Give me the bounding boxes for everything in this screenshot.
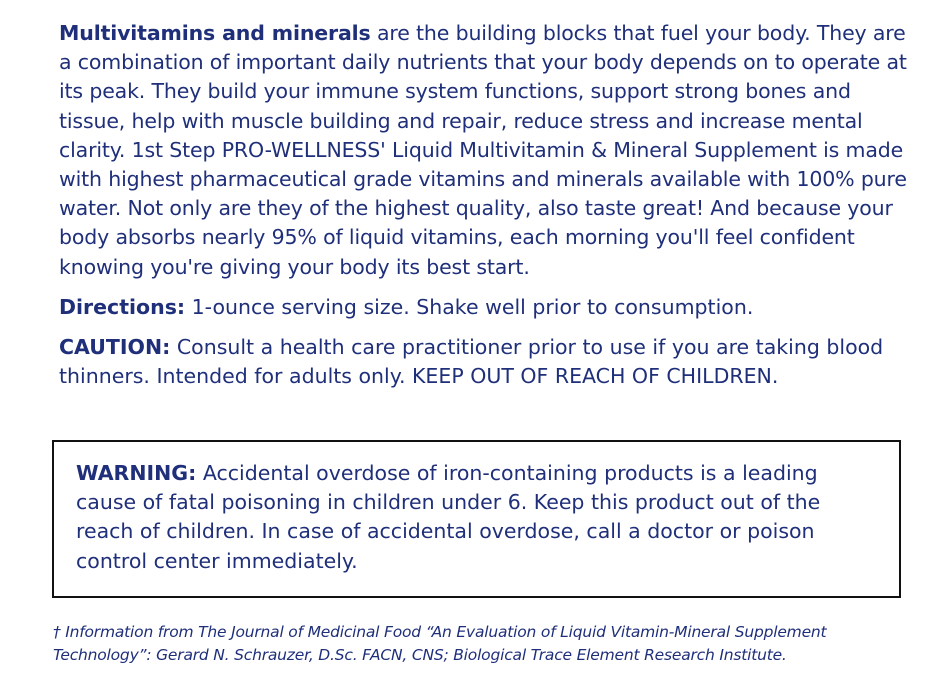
label-body-text (59, 19, 921, 402)
footnote: † Information from The Journal of Medicinal Food “An Evaluation of Liquid Vitamin-Mineral Supplement Technology”: Gerard N. Schrauzer, D.Sc. FACN, CNS; Biological Trace Element Research Institute. (53, 623, 827, 664)
caution-paragraph (59, 333, 921, 391)
intro-text: are the building blocks that fuel your body. They are a combination of important daily nutrients that your body depends on to operate at its peak. They build your immune system functions, support strong bones and tissue, help with muscle building and repair, reduce stress and increase mental clarity. 1st Step PRO-WELLNESS' Liquid Multivitamin & Mineral Supplement is made with highest pharmaceutical grade vitamins and minerals available with 100% pure water. Not only are they of the highest quality, also taste great! And because your body absorbs nearly 95% of liquid vitamins, each morning you'll feel confident knowing you're giving your body its best start. (59, 21, 907, 279)
caution-text: Consult a health care practitioner prior to use if you are taking blood thinners. Intended for adults only. KEEP OUT OF REACH OF CHILDREN. (59, 335, 884, 389)
warning-paragraph (76, 459, 876, 576)
directions-text: 1-ounce serving size. Shake well prior to consumption. (185, 294, 754, 319)
directions-label: Directions: (59, 294, 186, 319)
caution-label: CAUTION: (59, 335, 171, 360)
intro-label: Multivitamins and minerals (59, 21, 371, 45)
directions-paragraph (59, 293, 921, 322)
warning-label: WARNING: (76, 461, 197, 485)
warning-box (52, 440, 901, 598)
intro-paragraph (59, 19, 921, 282)
warning-text: Accidental overdose of iron-containing products is a leading cause of fatal poisoning in children under 6. Keep this product out of the reach of children. In case of accidental overdose, call a doctor or poison control center immediately. (76, 461, 821, 573)
